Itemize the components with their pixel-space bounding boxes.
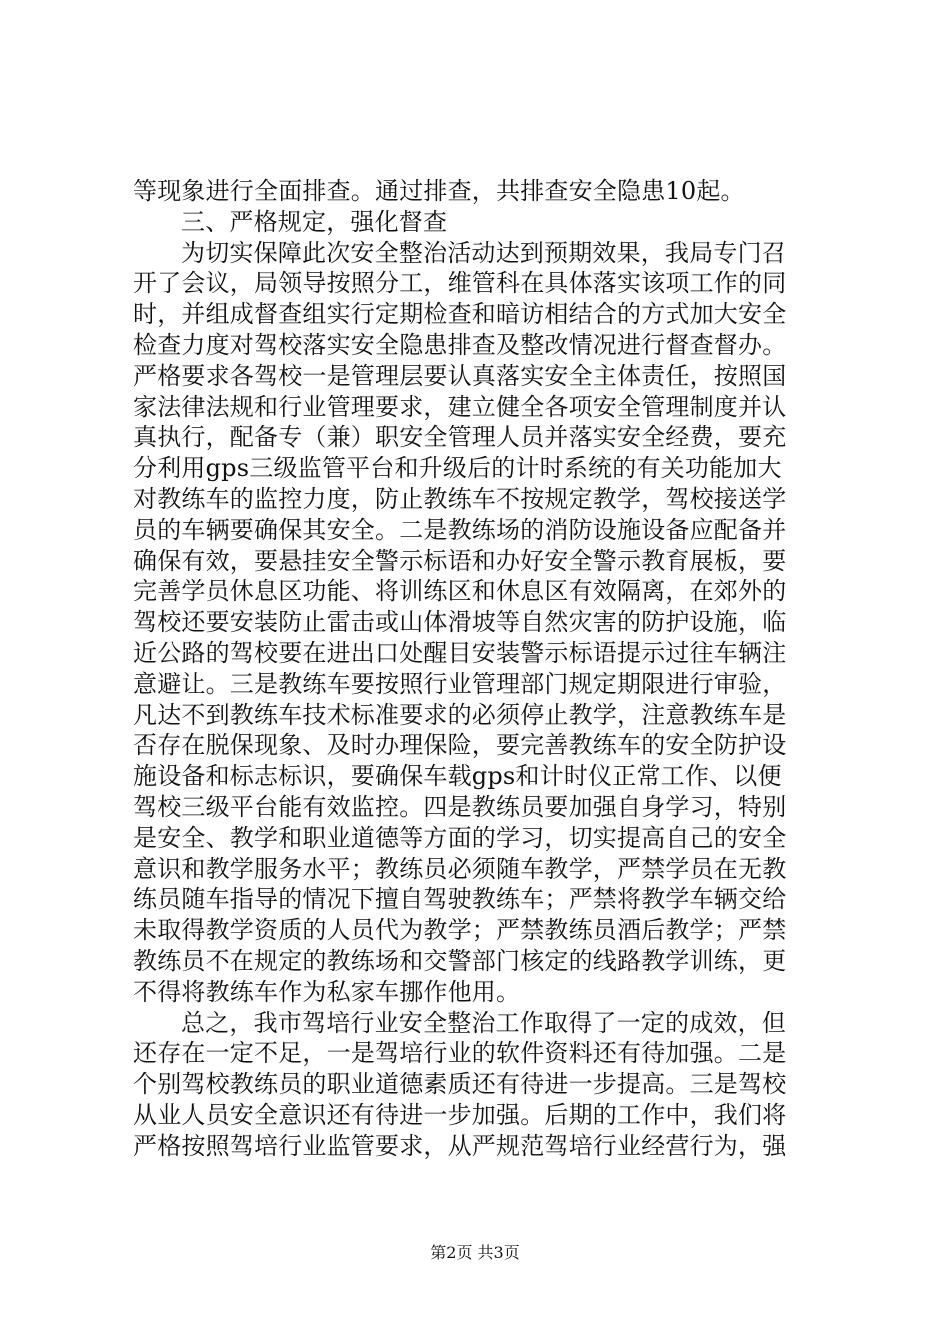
text-line: 家法律法规和行业管理要求，建立健全各项安全管理制度并认: [133, 392, 787, 421]
text-line: 近公路的驾校要在进出口处醒目安装警示标语提示过往车辆注: [133, 638, 787, 667]
text-line: 对教练车的监控力度，防止教练车不按规定教学，驾校接送学: [133, 484, 787, 513]
text-line: 完善学员休息区功能、将训练区和休息区有效隔离，在郊外的: [133, 577, 787, 606]
text-line: 分利用gps三级监管平台和升级后的计时系统的有关功能加大: [133, 454, 782, 483]
text-line: 驾校三级平台能有效监控。四是教练员要加强自身学习，特别: [133, 792, 787, 821]
text-line: 从业人员安全意识还有待进一步加强。后期的工作中，我们将: [133, 1100, 787, 1129]
text-line: 时，并组成督查组实行定期检查和暗访相结合的方式加大安全: [133, 300, 787, 329]
text-line: 员的车辆要确保其安全。二是教练场的消防设施设备应配备并: [133, 515, 787, 544]
document-body: [133, 176, 833, 1162]
text-line: 严格按照驾培行业监管要求，从严规范驾培行业经营行为，强: [133, 1131, 787, 1160]
text-line: 是安全、教学和职业道德等方面的学习，切实提高自己的安全: [133, 823, 787, 852]
text-line: 真执行，配备专（兼）职安全管理人员并落实安全经费，要充: [133, 423, 787, 452]
text-line: 为切实保障此次安全整治活动达到预期效果，我局专门召: [181, 238, 786, 267]
text-line: 练员随车指导的情况下擅自驾驶教练车；严禁将教学车辆交给: [133, 885, 787, 914]
text-line: 意避让。三是教练车要按照行业管理部门规定期限进行审验，: [133, 669, 787, 698]
text-line: 个别驾校教练员的职业道德素质还有待进一步提高。三是驾校: [133, 1070, 787, 1099]
text-line: 施设备和标志标识，要确保车载gps和计时仪正常工作、以便: [133, 762, 782, 791]
text-line: 开了会议，局领导按照分工，维管科在具体落实该项工作的同: [133, 269, 787, 298]
text-line: 驾校还要安装防止雷击或山体滑坡等自然灾害的防护设施，临: [133, 608, 787, 637]
text-line: 三、严格规定，强化督查: [181, 207, 448, 236]
text-line: 确保有效，要悬挂安全警示标语和办好安全警示教育展板，要: [133, 546, 787, 575]
text-line: 检查力度对驾校落实安全隐患排查及整改情况进行督查督办。: [133, 330, 787, 359]
page-footer: 第2页 共3页: [430, 1243, 520, 1262]
text-line: 否存在脱保现象、及时办理保险，要完善教练车的安全防护设: [133, 731, 787, 760]
text-line: 还存在一定不足，一是驾培行业的软件资料还有待加强。二是: [133, 1039, 787, 1068]
text-line: 总之，我市驾培行业安全整治工作取得了一定的成效，但: [181, 1008, 786, 1037]
text-line: 等现象进行全面排查。通过排查，共排查安全隐患10起。: [133, 177, 745, 205]
text-line: 严格要求各驾校一是管理层要认真落实安全主体责任，按照国: [133, 361, 787, 390]
text-line: 意识和教学服务水平；教练员必须随车教学，严禁学员在无教: [133, 854, 787, 883]
text-line: 凡达不到教练车技术标准要求的必须停止教学，注意教练车是: [133, 700, 787, 729]
text-line: 不得将教练车作为私家车挪作他用。: [133, 977, 521, 1006]
text-line: 教练员不在规定的教练场和交警部门核定的线路教学训练，更: [133, 946, 787, 975]
text-line: 未取得教学资质的人员代为教学；严禁教练员酒后教学；严禁: [133, 916, 787, 945]
